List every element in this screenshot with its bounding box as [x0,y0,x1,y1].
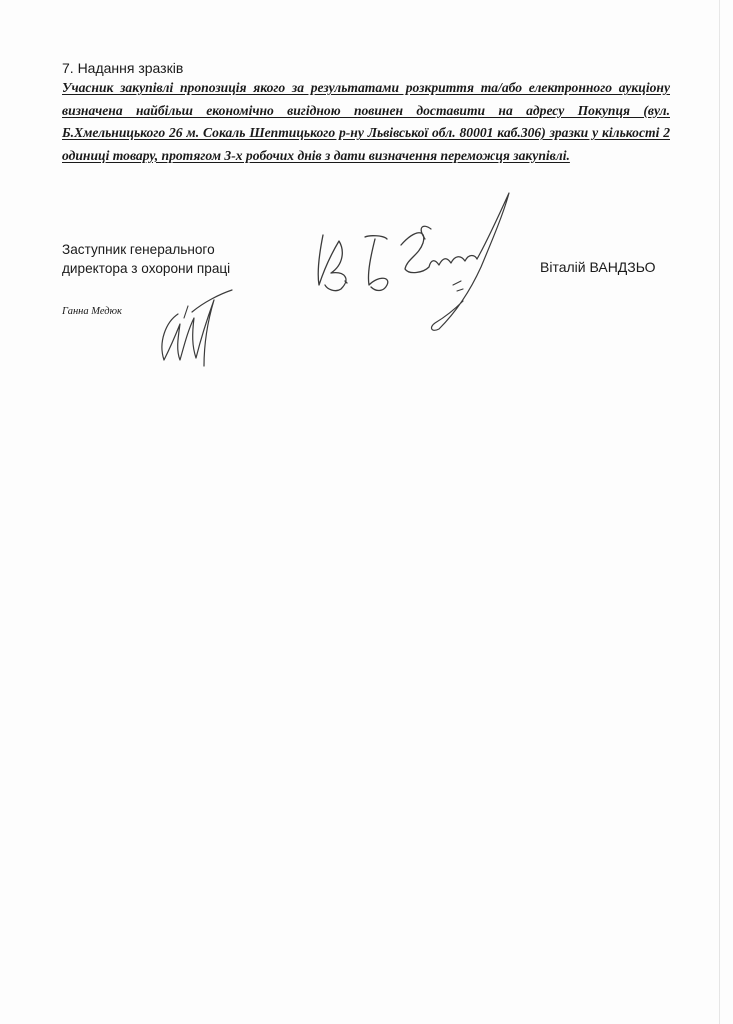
signatory-position [62,240,230,278]
scan-edge [719,0,720,1024]
body-paragraph: Учасник закупівлі пропозиція якого за результатами розкриття та/або електронного аукціону визначена найбільш економічно вигідною повинен доставити на адресу Покупця (вул. Б.Хмельницького 26 м. Сокаль Шептицького р-ну Львівської обл. 80001 каб.306) зразки у кількості 2 одиниці товару, протягом 3-х робочих днів з дати визначення переможця закупівлі. [62,80,670,163]
executor-signature [148,282,238,372]
signatory-position-line-1: Заступник генерального [62,242,215,257]
signatory-signature [305,185,530,335]
signatory-position-line-2: директора з охорони праці [62,261,231,276]
signatory-name: Віталій ВАНДЗЬО [540,259,656,275]
executor-name: Ганна Медюк [62,306,122,317]
section-title: 7. Надання зразків [62,60,184,76]
